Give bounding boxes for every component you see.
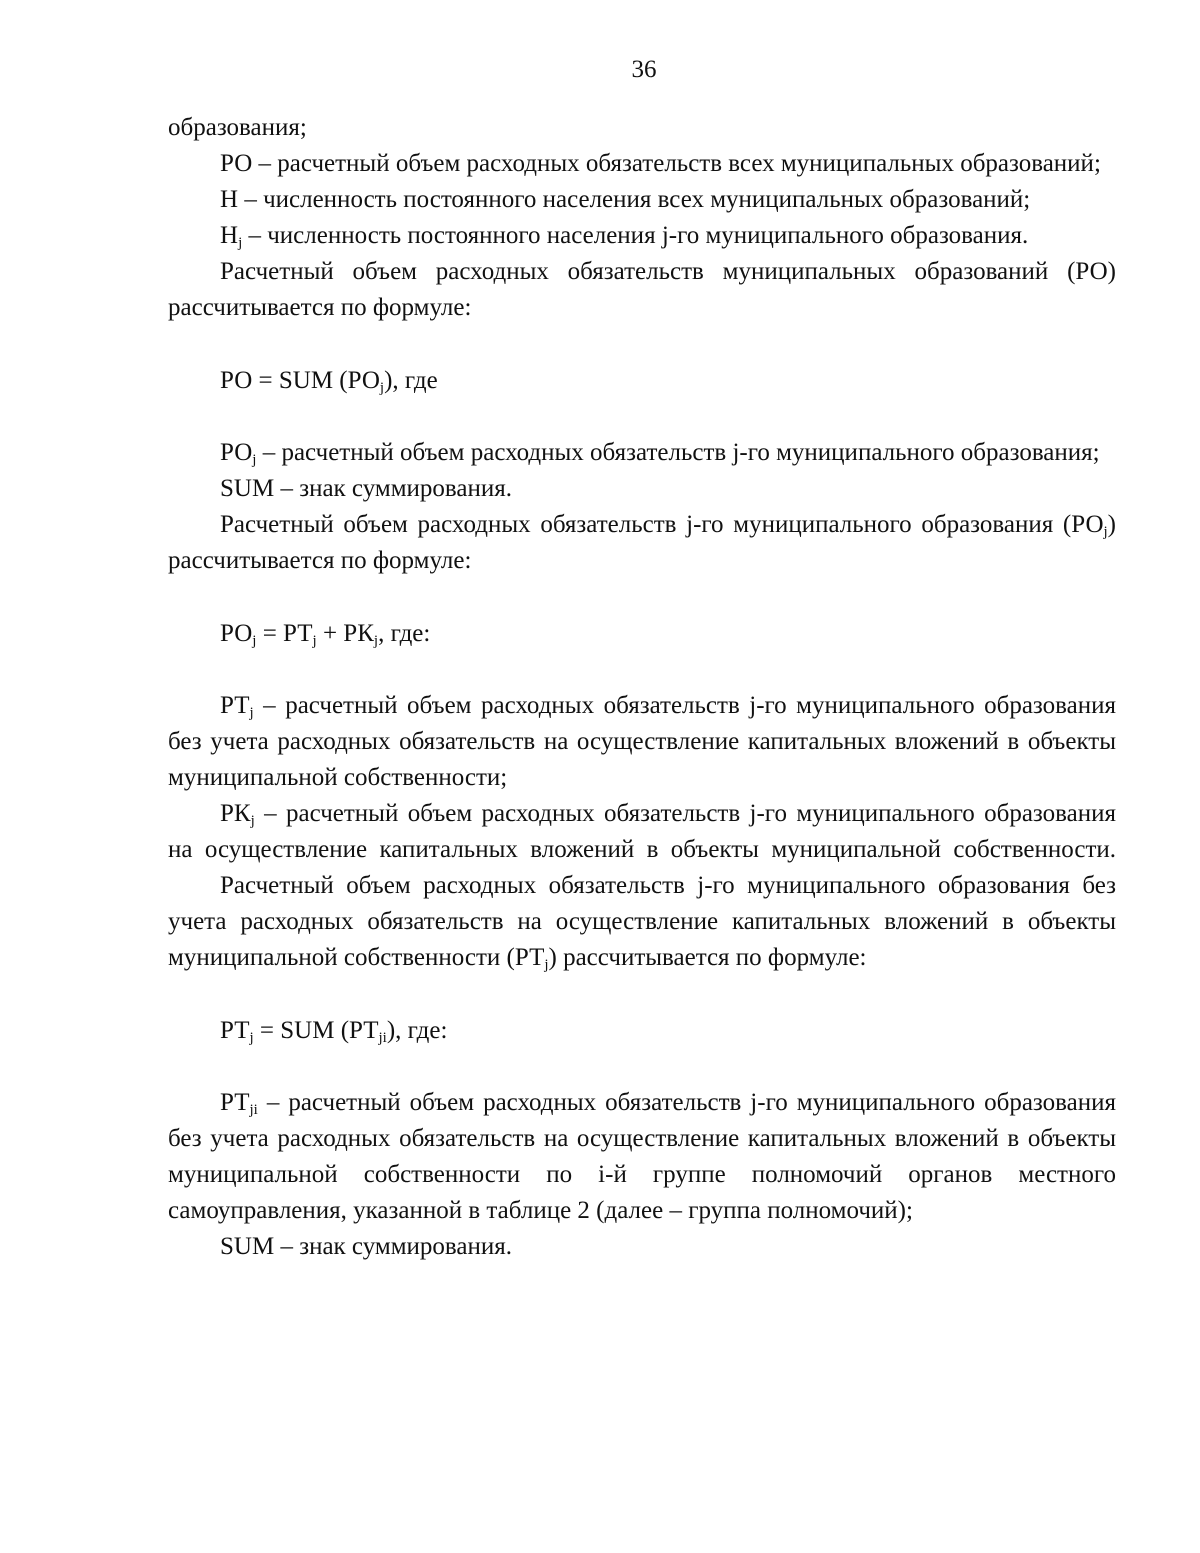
definition-rtji [168, 1085, 1116, 1229]
definition-text: – расчетный объем расходных обязательств j-го муниципального образования без учета расходных обязательств на осуществление капитальных вложений в объекты муниципальной собственности по i-й группе полномочий органов местного самоуправления, указанной в таблице 2 (далее – группа полномочий); [168, 1089, 1116, 1224]
subscript: j [250, 813, 255, 829]
definition-text: – знак суммирования. [274, 475, 512, 502]
definition-po [168, 146, 1116, 182]
symbol: Н [220, 186, 239, 213]
definition-sum [168, 471, 1116, 507]
paragraph-rtj-intro: Расчетный объем расходных обязательств j-го муниципального образования без учета расходных обязательств на осуществление капитальных вложений в объекты муниципальной собственности $(РТ_j)$ рассчитывается по формуле: [168, 872, 1116, 973]
subscript: j [249, 705, 254, 721]
subscript: j [252, 452, 257, 468]
symbol: SUM [220, 1233, 275, 1260]
definition-text: – расчетный объем расходных обязательств всех муниципальных образований; [252, 150, 1101, 177]
subscript: j [373, 633, 379, 649]
definition-n [168, 182, 1116, 218]
definition-text: – численность постоянного населения j-го муниципального образования. [242, 222, 1029, 249]
symbol: РО [220, 150, 253, 177]
subscript: j [1103, 524, 1108, 540]
formula-po: РО = SUM $(РО_j)$, где [220, 367, 438, 396]
symbol: РТ [220, 1089, 250, 1116]
formula-poj: $РО_j = РТ_j + РК_j$, где: [220, 620, 431, 649]
subscript: j [379, 380, 385, 396]
document-body [168, 110, 1116, 1265]
definition-rkj [168, 796, 1116, 868]
subscript: ji [249, 1102, 258, 1118]
paragraph-poj-intro: Расчетный объем расходных обязательств j-го муниципального образования $(РО_j)$ рассчитывается по формуле: [168, 511, 1116, 574]
formula-rtj: $РТ_j$ = SUM $(РТ_{ji})$, где: [220, 1017, 448, 1046]
subscript: ji [378, 1030, 387, 1046]
subscript: j [252, 633, 257, 649]
definition-text: – знак суммирования. [274, 1233, 512, 1260]
definition-text: – численность постоянного населения всех муниципальных образований; [238, 186, 1031, 213]
subscript: j [544, 957, 549, 973]
definition-nj [168, 218, 1116, 254]
subscript: j [249, 1030, 254, 1046]
symbol: Н [220, 222, 239, 249]
paragraph-continuation: образования; [168, 114, 307, 141]
symbol: SUM [220, 475, 275, 502]
definition-rtj [168, 688, 1116, 796]
definition-text: – расчетный объем расходных обязательств j-го муниципального образования без учета расходных обязательств на осуществление капитальных вложений в объекты муниципальной собственности; [168, 692, 1116, 791]
definition-sum-2 [168, 1229, 1116, 1265]
paragraph-po-intro: Расчетный объем расходных обязательств муниципальных образований (РО) рассчитывается по формуле: [168, 258, 1116, 321]
definition-text: – расчетный объем расходных обязательств j-го муниципального образования на осуществление капитальных вложений в объекты муниципальной собственности. [168, 800, 1116, 863]
definition-text: – расчетный объем расходных обязательств j-го муниципального образования; [256, 439, 1100, 466]
symbol: РК [220, 800, 251, 827]
symbol: РО [220, 439, 253, 466]
subscript: j [312, 633, 317, 649]
definition-poj [168, 435, 1116, 471]
page-number: 36 [631, 56, 657, 83]
symbol: РТ [220, 692, 250, 719]
subscript: j [238, 235, 243, 251]
